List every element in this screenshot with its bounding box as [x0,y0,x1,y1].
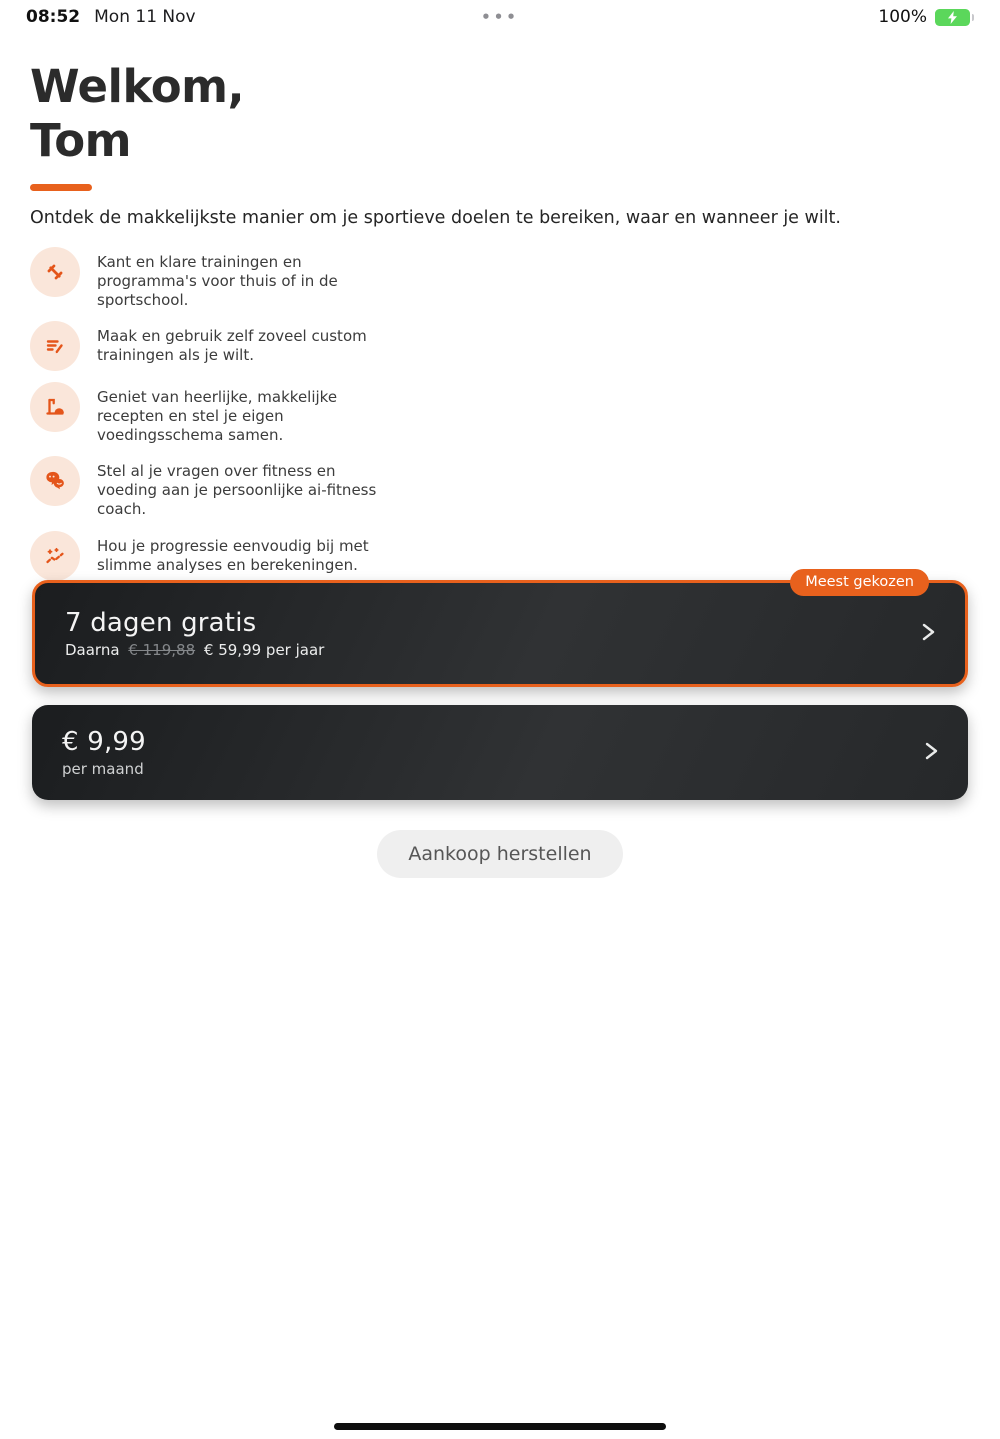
battery-percentage: 100% [878,7,927,27]
feature-text: Stel al je vragen over fitness en voeding aan je persoonlijke ai-fitness coach. [97,462,377,519]
progress-sparkline-icon [30,531,80,581]
plan-yearly-title: 7 dagen gratis [65,608,257,638]
battery-charging-icon [935,9,974,26]
plan-monthly-period: per maand [62,760,144,778]
new-price: € 59,99 per jaar [203,641,325,659]
restore-purchase-button[interactable]: Aankoop herstellen [377,830,622,878]
page-title [30,60,970,167]
chat-coach-icon [30,456,80,506]
intro-text: Ontdek de makkelijkste manier om je sportieve doelen te bereiken, waar en wanneer je wilt. [30,208,841,229]
feature-row [30,382,970,445]
old-price: € 119,88 [128,641,196,659]
feature-text: Kant en klare trainingen en programma's voor thuis of in de sportschool. [97,253,338,310]
accent-divider [30,184,92,191]
plan-monthly-title: € 9,99 [62,727,146,757]
chevron-right-icon [917,618,939,650]
greeting-line2: Tom [30,113,132,167]
status-bar [0,0,1000,34]
plan-yearly-pricing [65,641,324,659]
feature-text: Hou je progressie eenvoudig bij met slimme analyses en berekeningen. [97,536,369,574]
feature-row [30,321,970,371]
price-prefix: Daarna [65,641,120,659]
plan-yearly-card[interactable] [32,574,968,687]
home-indicator[interactable] [334,1423,666,1430]
feature-row [30,456,970,519]
plan-options [32,574,968,800]
feature-text: Geniet van heerlijke, makkelijke recepten en stel je eigen voedingsschema samen. [97,388,338,445]
date: Mon 11 Nov [94,7,196,27]
dumbbell-icon [30,247,80,297]
plan-monthly-card[interactable] [32,705,968,800]
clock: 08:52 [26,7,81,27]
feature-list [30,247,970,580]
custom-workout-edit-icon [30,321,80,371]
feature-text: Maak en gebruik zelf zoveel custom trainingen als je wilt. [97,327,367,365]
multitasking-dots-icon[interactable]: ••• [481,8,519,26]
greeting-line1: Welkom, [30,60,245,113]
most-chosen-badge: Meest gekozen [790,569,929,596]
chevron-right-icon [920,737,942,769]
recipes-icon [30,382,80,432]
feature-row [30,247,970,310]
